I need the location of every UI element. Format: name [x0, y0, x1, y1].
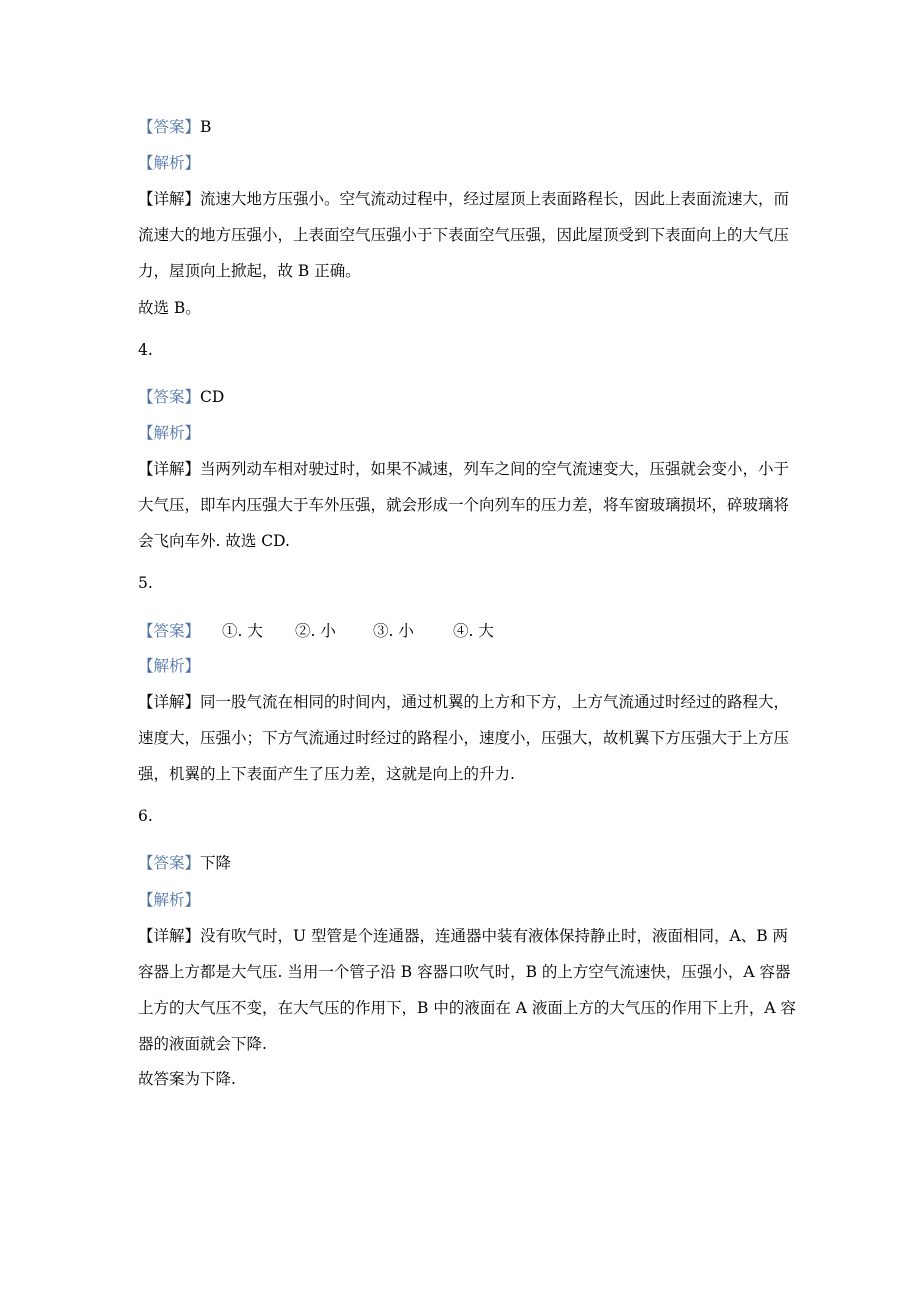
q3-conclusion: 故选 B。	[138, 299, 201, 317]
analysis-tag: 【解析】	[138, 424, 201, 442]
q3-answer-line	[138, 116, 211, 138]
q6-answer: 下降	[200, 854, 232, 872]
q3-answer: B	[200, 118, 212, 136]
q4-detail-line-2: 大气压，即车内压强大于车外压强，就会形成一个向列车的压力差，将车窗玻璃损坏，碎玻璃将	[138, 496, 790, 514]
q4-number: 4.	[138, 341, 153, 359]
q5-answer-4: ④. 大	[453, 622, 494, 640]
q6-answer-line	[138, 852, 231, 874]
q5-detail-line-1	[138, 691, 789, 713]
q5-answer-line	[138, 620, 494, 642]
analysis-tag: 【解析】	[138, 891, 201, 909]
q4-detail-line-3: 会飞向车外. 故选 CD.	[138, 532, 290, 550]
detail-tag: 【详解】	[138, 927, 201, 945]
q5-answer-3: ③. 小	[373, 622, 414, 640]
q5-detail-line-3: 强，机翼的上下表面产生了压力差，这就是向上的升力.	[138, 765, 515, 783]
q4-detail-line-1	[138, 458, 789, 480]
answer-tag: 【答案】	[138, 854, 201, 872]
q6-detail-line-4: 器的液面就会下降.	[138, 1035, 267, 1053]
q3-detail-line-3: 力，屋顶向上掀起，故 B 正确。	[138, 262, 361, 280]
analysis-tag: 【解析】	[138, 154, 201, 172]
detail-tag: 【详解】	[138, 190, 201, 208]
q5-number: 5.	[138, 574, 153, 592]
q3-detail-line-2: 流速大的地方压强小，上表面空气压强小于下表面空气压强，因此屋顶受到下表面向上的大气压	[138, 226, 790, 244]
answer-tag: 【答案】	[138, 388, 201, 406]
q4-answer: CD	[200, 388, 225, 406]
q6-detail-line-1	[138, 925, 788, 947]
q6-detail-line-3: 上方的大气压不变，在大气压的作用下，B 中的液面在 A 液面上方的大气压的作用下上升，A 容	[138, 999, 796, 1017]
q5-answer-2: ②. 小	[295, 622, 336, 640]
q3-detail-line-1	[138, 188, 789, 210]
q6-number: 6.	[138, 807, 153, 825]
answer-tag: 【答案】	[138, 622, 201, 640]
q6-detail-line-2: 容器上方都是大气压. 当用一个管子沿 B 容器口吹气时，B 的上方空气流速快，压强小，A 容器	[138, 963, 791, 981]
q4-answer-line	[138, 386, 224, 408]
q4-detail-text: 当两列动车相对驶过时，如果不减速，列车之间的空气流速变大，压强就会变小，小于	[200, 460, 790, 478]
detail-tag: 【详解】	[138, 693, 201, 711]
q6-detail-text: 没有吹气时，U 型管是个连通器，连通器中装有液体保持静止时，液面相同，A、B 两	[200, 927, 789, 945]
q5-answer-1: ①. 大	[222, 622, 263, 640]
q3-analysis-line	[138, 152, 200, 174]
q5-detail-line-2: 速度大，压强小；下方气流通过时经过的路程小，速度小，压强大，故机翼下方压强大于上方压	[138, 729, 790, 747]
detail-tag: 【详解】	[138, 460, 201, 478]
q5-detail-text: 同一股气流在相同的时间内，通过机翼的上方和下方，上方气流通过时经过的路程大，	[200, 693, 790, 711]
q6-analysis-line	[138, 889, 200, 911]
answer-tag: 【答案】	[138, 118, 201, 136]
q4-analysis-line	[138, 422, 200, 444]
q3-detail-text: 流速大地方压强小。空气流动过程中，经过屋顶上表面路程长，因此上表面流速大，而	[200, 190, 790, 208]
q6-conclusion: 故答案为下降.	[138, 1070, 236, 1088]
analysis-tag: 【解析】	[138, 657, 201, 675]
q5-analysis-line	[138, 655, 200, 677]
